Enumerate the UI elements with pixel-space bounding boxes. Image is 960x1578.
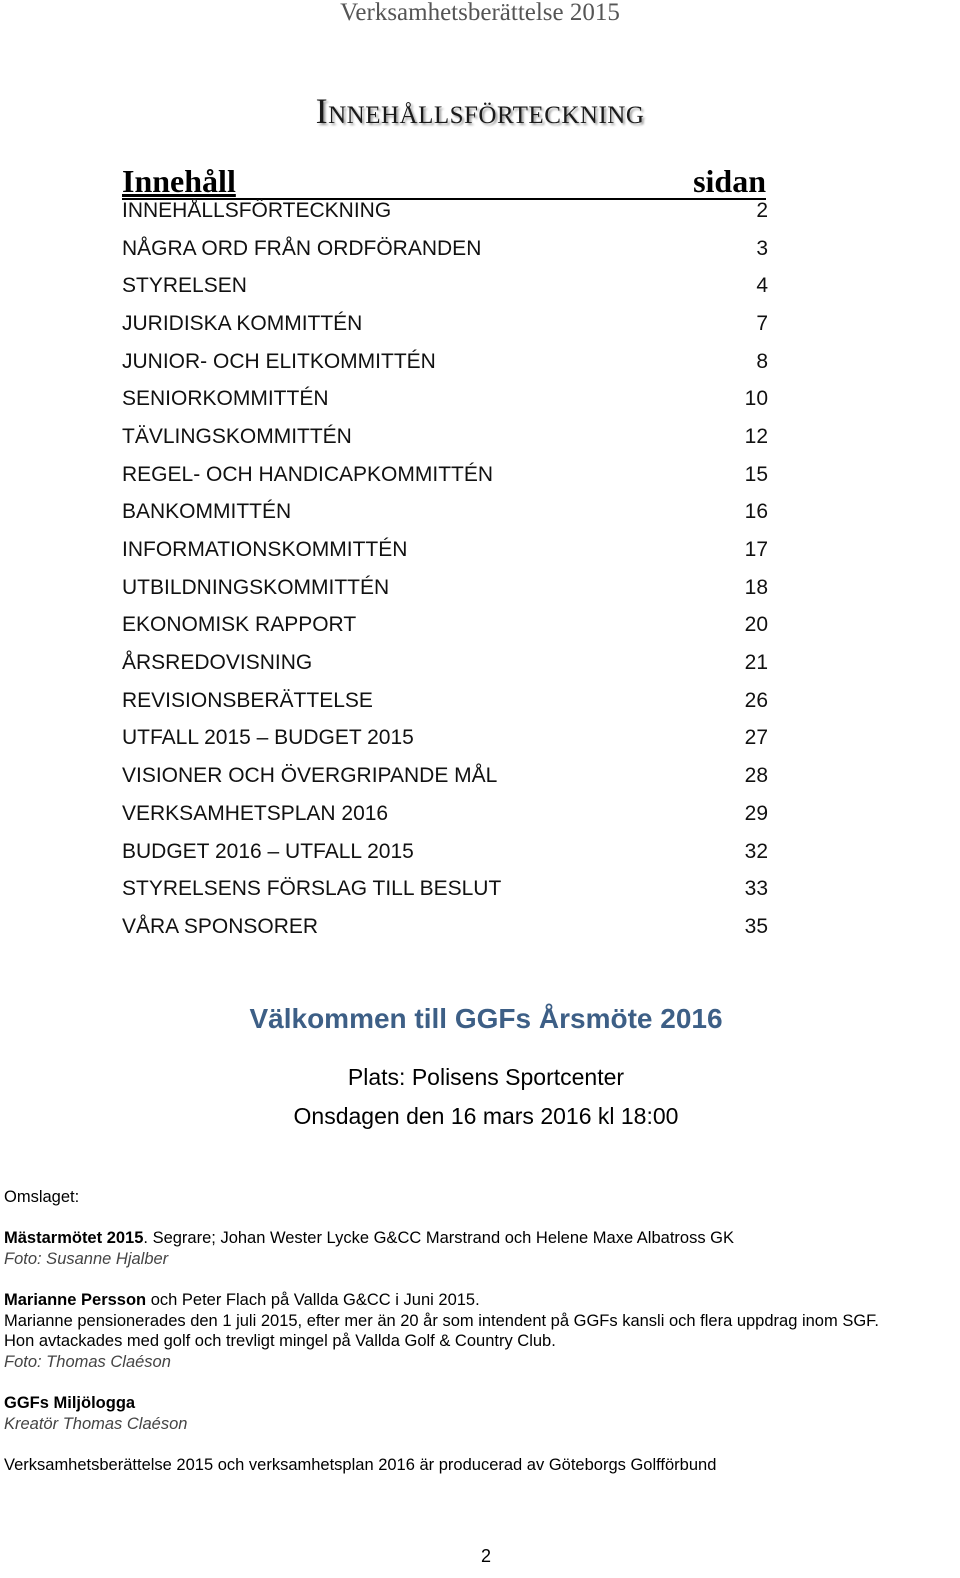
cover-credit	[4, 1228, 734, 1269]
toc-entry[interactable]	[122, 531, 768, 569]
logo-title: GGFs Miljölogga	[4, 1394, 136, 1412]
toc-entry[interactable]	[122, 757, 768, 795]
toc-entry-page: 18	[744, 575, 768, 599]
toc-entry-page: 26	[744, 688, 768, 712]
toc-entry-page: 4	[756, 274, 768, 298]
toc-entry[interactable]	[122, 267, 768, 305]
toc-entry[interactable]	[122, 908, 768, 946]
toc-entry[interactable]	[122, 494, 768, 532]
marianne-text-2: Marianne pensionerades den 1 juli 2015, efter mer än 20 år som intendent på GGFs kansli och flera uppdrag inom SGF.	[4, 1311, 879, 1330]
toc-entry[interactable]	[122, 682, 768, 720]
toc-entry-page: 15	[744, 462, 768, 486]
running-header: Verksamhetsberättelse 2015	[340, 0, 620, 26]
toc-heading: Innehållsförteckning	[315, 91, 645, 131]
toc-entry-label: ÅRSREDOVISNING	[122, 651, 313, 675]
toc-entry-label: BUDGET 2016 – UTFALL 2015	[122, 839, 414, 863]
toc-col-page: sidan	[693, 163, 766, 199]
toc-entry[interactable]	[122, 456, 768, 494]
marianne-name: Marianne Persson	[4, 1291, 147, 1309]
welcome-title: Välkommen till GGFs Årsmöte 2016	[249, 1003, 723, 1034]
toc-entry-label: VERKSAMHETSPLAN 2016	[122, 801, 389, 825]
toc-entry-label: STYRELSEN	[122, 274, 247, 298]
toc-entry[interactable]	[122, 833, 768, 871]
photo-credit-2: Foto: Thomas Claéson	[4, 1352, 171, 1371]
toc-entry-label: TÄVLINGSKOMMITTÉN	[122, 424, 352, 448]
logo-credit	[4, 1393, 187, 1434]
toc-entry[interactable]	[122, 607, 768, 645]
toc-list	[122, 192, 768, 946]
toc-entry-page: 12	[744, 424, 768, 448]
cover-winners: . Segrare; Johan Wester Lycke G&CC Marstrand och Helene Maxe Albatross GK	[143, 1229, 734, 1247]
meeting-place: Plats: Polisens Sportcenter	[347, 1064, 625, 1090]
toc-entry[interactable]	[122, 870, 768, 908]
toc-entry[interactable]	[122, 305, 768, 343]
toc-entry-page: 33	[744, 877, 768, 901]
toc-entry-label: VISIONER OCH ÖVERGRIPANDE MÅL	[122, 764, 498, 788]
producer-note: Verksamhetsberättelse 2015 och verksamhetsplan 2016 är producerad av Göteborgs Golfförbund	[4, 1456, 717, 1474]
toc-entry-label: REVISIONSBERÄTTELSE	[122, 688, 373, 712]
toc-entry-page: 21	[744, 651, 768, 675]
toc-entry-page: 35	[744, 914, 768, 938]
toc-entry[interactable]	[122, 720, 768, 758]
toc-entry[interactable]	[122, 418, 768, 456]
photo-credit-1: Foto: Susanne Hjalber	[4, 1249, 169, 1268]
toc-entry-label: INFORMATIONSKOMMITTÉN	[122, 538, 408, 562]
toc-entry-page: 28	[744, 764, 768, 788]
toc-entry-page: 17	[744, 538, 768, 562]
toc-entry-page: 10	[744, 387, 768, 411]
toc-entry[interactable]	[122, 644, 768, 682]
marianne-caption: och Peter Flach på Vallda G&CC i Juni 2015.	[146, 1291, 480, 1309]
toc-entry-label: UTFALL 2015 – BUDGET 2015	[122, 726, 414, 750]
toc-entry-label: SENIORKOMMITTÉN	[122, 387, 329, 411]
toc-entry-label: JURIDISKA KOMMITTÉN	[122, 311, 363, 335]
toc-entry[interactable]	[122, 569, 768, 607]
toc-entry-label: JUNIOR- OCH ELITKOMMITTÉN	[122, 349, 436, 373]
cover-event: Mästarmötet 2015	[4, 1229, 144, 1247]
toc-entry-page: 3	[756, 236, 768, 260]
toc-entry[interactable]	[122, 192, 768, 230]
toc-entry-page: 20	[744, 613, 768, 637]
meeting-date: Onsdagen den 16 mars 2016 kl 18:00	[293, 1103, 679, 1129]
cover-label: Omslaget:	[4, 1188, 80, 1206]
toc-entry[interactable]	[122, 343, 768, 381]
toc-entry-page: 2	[756, 198, 768, 222]
toc-entry-page: 27	[744, 726, 768, 750]
toc-entry[interactable]	[122, 380, 768, 418]
page-number: 2	[480, 1546, 491, 1566]
toc-entry-label: BANKOMMITTÉN	[122, 500, 292, 524]
toc-entry-label: REGEL- OCH HANDICAPKOMMITTÉN	[122, 462, 494, 486]
logo-creator: Kreatör Thomas Claéson	[4, 1414, 188, 1433]
marianne-text-3: Hon avtackades med golf och trevligt mingel på Vallda Golf & Country Club.	[4, 1332, 556, 1350]
toc-entry-label: NÅGRA ORD FRÅN ORDFÖRANDEN	[122, 236, 482, 260]
toc-entry[interactable]	[122, 230, 768, 268]
toc-col-contents: Innehåll	[122, 163, 236, 199]
toc-entry-label: VÅRA SPONSORER	[122, 914, 319, 938]
toc-entry-label: EKONOMISK RAPPORT	[122, 613, 357, 637]
toc-entry-label: STYRELSENS FÖRSLAG TILL BESLUT	[122, 877, 502, 901]
toc-entry-page: 8	[756, 349, 768, 373]
toc-entry[interactable]	[122, 795, 768, 833]
marianne-credit	[4, 1290, 879, 1372]
toc-entry-page: 16	[744, 500, 768, 524]
toc-entry-page: 29	[744, 801, 768, 825]
toc-entry-page: 7	[756, 311, 768, 335]
toc-entry-page: 32	[744, 839, 768, 863]
toc-entry-label: INNEHÅLLSFÖRTECKNING	[122, 198, 392, 222]
toc-entry-label: UTBILDNINGSKOMMITTÉN	[122, 575, 390, 599]
